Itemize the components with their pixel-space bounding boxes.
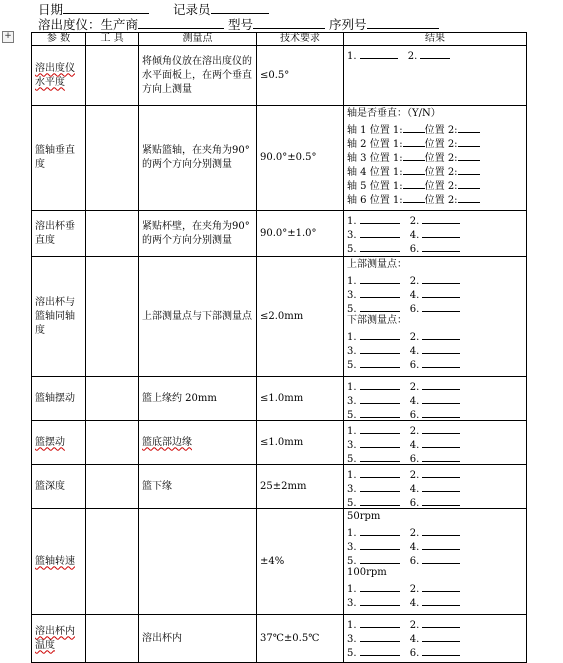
point-cell: 紧贴杯壁，在夹角为90°的两个方向分别测量: [139, 211, 257, 257]
manufacturer-field[interactable]: [138, 16, 224, 29]
instrument-label: 溶出度仪：生产商: [38, 17, 139, 32]
point-cell: 将倾角仪放在溶出度仪的水平面板上，在两个垂直方向上测量: [139, 46, 257, 106]
tool-cell[interactable]: [86, 509, 139, 615]
table-row: [32, 257, 527, 377]
point-cell: 篮下缘: [139, 465, 257, 509]
param-cell: 溶出杯垂直度: [32, 211, 86, 257]
table-move-handle-icon[interactable]: +: [2, 31, 14, 43]
req-cell: ±4%: [257, 509, 344, 615]
point-cell: 篮上缘约 20mm: [139, 377, 257, 421]
result-cell[interactable]: 1. 2. 3. 4. 5. 6.: [344, 465, 527, 509]
req-cell: 90.0°±0.5°: [257, 106, 344, 211]
param-cell: 篮轴转速: [35, 555, 75, 567]
col-header-tool: 工 具: [86, 33, 139, 46]
req-cell: 37℃±0.5℃: [257, 615, 344, 663]
result-cell[interactable]: 1. 2. 3. 4. 5. 6.: [344, 615, 527, 663]
result-cell[interactable]: 上部测量点： 1. 2. 3. 4. 5. 6. 下部测量点： 1. 2. 3. 4. 5. 6.: [344, 257, 527, 377]
col-header-result: 结果: [344, 33, 527, 46]
req-cell: 25±2mm: [257, 465, 344, 509]
table-row: [32, 509, 527, 615]
param-cell: 溶出杯内温度: [35, 625, 75, 651]
tool-cell[interactable]: [86, 211, 139, 257]
param-cell: 篮轴垂直度: [32, 106, 86, 211]
tool-cell[interactable]: [86, 377, 139, 421]
result-cell[interactable]: 1. 2. 3. 4. 5. 6.: [344, 377, 527, 421]
param-cell: 溶出度仪水平度: [35, 62, 75, 88]
param-cell: 篮摆动: [35, 436, 65, 448]
table-row: [32, 465, 527, 509]
model-label: 型号: [228, 17, 254, 32]
result-cell[interactable]: 1. 2. 3. 4. 5. 6.: [344, 211, 527, 257]
col-header-param: 参 数: [32, 33, 86, 46]
point-cell: [139, 509, 257, 615]
model-field[interactable]: [253, 16, 325, 29]
tool-cell[interactable]: [86, 421, 139, 465]
param-cell: 溶出杯与篮轴同轴度: [32, 257, 86, 377]
header-line-2: [38, 15, 439, 33]
result-cell[interactable]: 1. 2.: [344, 46, 527, 106]
param-cell: 篮轴摆动: [32, 377, 86, 421]
table-row: [32, 106, 527, 211]
recorder-field[interactable]: [211, 1, 269, 14]
req-cell: ≤1.0mm: [257, 421, 344, 465]
table-row: [32, 211, 527, 257]
req-cell: ≤1.0mm: [257, 377, 344, 421]
table-row: [32, 46, 527, 106]
tool-cell[interactable]: [86, 46, 139, 106]
point-cell: 溶出杯内: [139, 615, 257, 663]
recorder-label: 记录员: [172, 2, 211, 17]
point-cell: 上部测量点与下部测量点: [139, 257, 257, 377]
serial-field[interactable]: [367, 16, 439, 29]
date-label: 日期: [38, 2, 64, 17]
tool-cell[interactable]: [86, 106, 139, 211]
table-row: [32, 377, 527, 421]
req-cell: 90.0°±1.0°: [257, 211, 344, 257]
point-cell: 紧贴篮轴，在夹角为90°的两个方向分别测量: [139, 106, 257, 211]
date-field[interactable]: [63, 1, 149, 14]
point-cell: 篮底部边缘: [142, 436, 192, 448]
tool-cell[interactable]: [86, 465, 139, 509]
calibration-table: [31, 32, 527, 663]
col-header-req: 技术要求: [257, 33, 344, 46]
req-cell: ≤2.0mm: [257, 257, 344, 377]
result-cell[interactable]: 50rpm 1. 2. 3. 4. 5. 6. 100rpm 1. 2. 3. 4.: [344, 509, 527, 615]
req-cell: ≤0.5°: [257, 46, 344, 106]
param-cell: 篮深度: [32, 465, 86, 509]
serial-label: 序列号: [329, 17, 367, 32]
table-row: [32, 421, 527, 465]
col-header-point: 测量点: [139, 33, 257, 46]
table-header-row: [32, 33, 527, 46]
result-cell[interactable]: 轴是否垂直：（Y/N） 轴 1 位置 1: 位置 2: 轴 2 位置 1: 位置 2: 轴 3 位置 1: 位置 2: 轴 4 位置 1: 位置 2: 轴 5 位置 1: 位置 2: 轴 6 位置 1: 位置 2:: [344, 106, 527, 211]
tool-cell[interactable]: [86, 257, 139, 377]
result-cell[interactable]: 1. 2. 3. 4. 5. 6.: [344, 421, 527, 465]
